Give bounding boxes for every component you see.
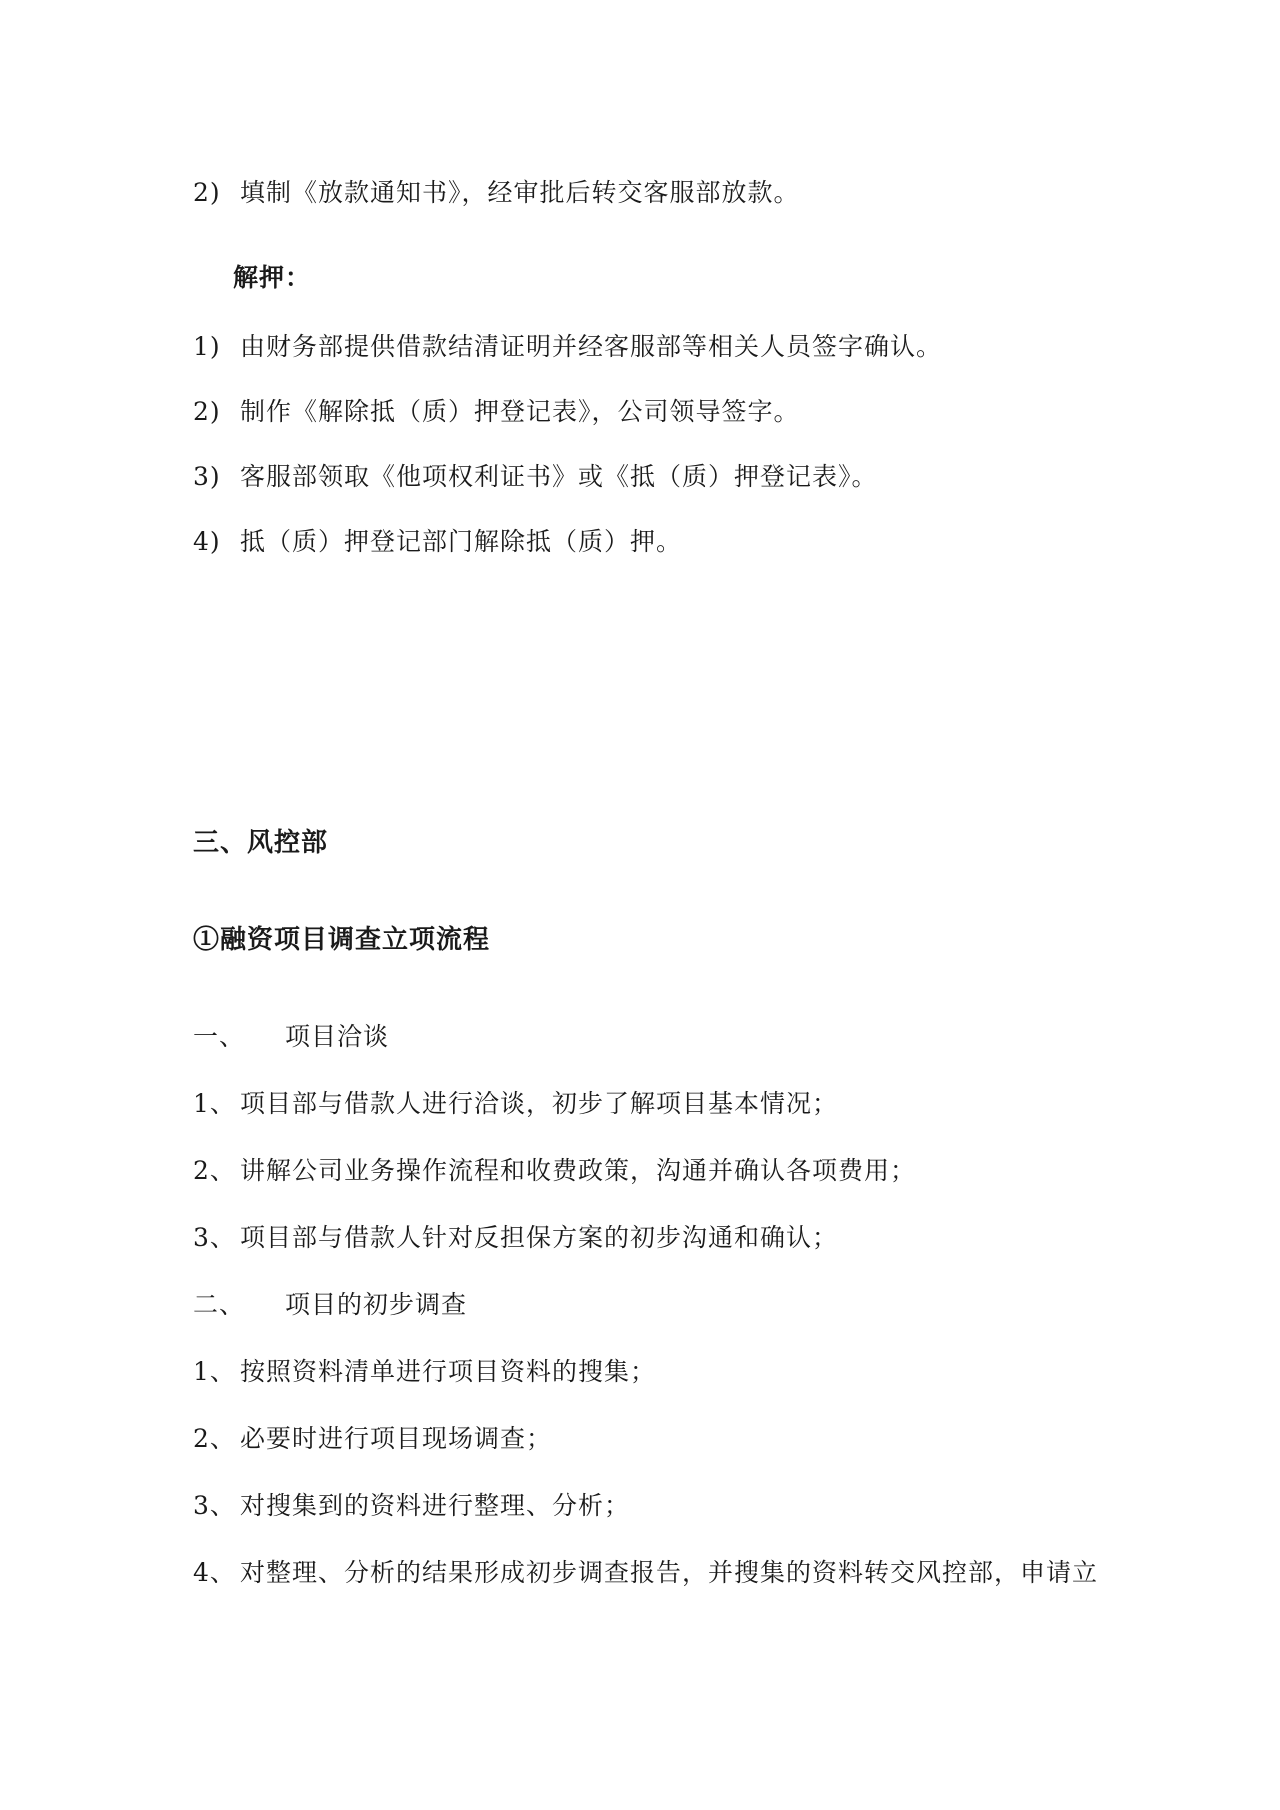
list-number: 4、 <box>193 1558 236 1587</box>
list-text: 必要时进行项目现场调查； <box>240 1424 553 1453</box>
list-number: 1、 <box>193 1089 236 1118</box>
part2-item-1 <box>193 1355 656 1389</box>
list-text: 对搜集到的资料进行整理、分析； <box>240 1491 631 1520</box>
list-text: 项目部与借款人针对反担保方案的初步沟通和确认； <box>240 1223 839 1252</box>
jieya-item-1 <box>193 330 942 364</box>
list-number: 3、 <box>193 1491 236 1520</box>
list-number: 2、 <box>193 1156 236 1185</box>
list-text: 讲解公司业务操作流程和收费政策，沟通并确认各项费用； <box>240 1156 917 1185</box>
part2-heading <box>193 1288 467 1322</box>
list-number: 4) <box>193 527 221 556</box>
jieya-item-3 <box>193 460 878 494</box>
list-text: 项目部与借款人进行洽谈，初步了解项目基本情况； <box>240 1089 839 1118</box>
part2-item-4 <box>193 1556 1098 1590</box>
section-subtitle: ①融资项目调查立项流程 <box>193 925 491 955</box>
jieya-heading: 解押： <box>233 263 312 292</box>
list-text: 客服部领取《他项权利证书》或《抵（质）押登记表》。 <box>240 462 878 491</box>
list-text: 制作《解除抵（质）押登记表》，公司领导签字。 <box>240 397 800 426</box>
list-number: 2) <box>193 178 221 207</box>
list-number: 2) <box>193 397 221 426</box>
part-number: 一、 <box>193 1022 246 1051</box>
list-number: 2、 <box>193 1424 236 1453</box>
list-number: 1) <box>193 332 221 361</box>
list-number: 3、 <box>193 1223 236 1252</box>
list-text: 按照资料清单进行项目资料的搜集； <box>240 1357 657 1386</box>
jieya-item-4 <box>193 525 682 559</box>
part2-item-2 <box>193 1422 552 1456</box>
list-text: 填制《放款通知书》，经审批后转交客服部放款。 <box>240 178 800 207</box>
part1-item-1 <box>193 1087 838 1121</box>
part1-item-2 <box>193 1154 916 1188</box>
section-title: 三、风控部 <box>193 828 329 858</box>
list-number: 1、 <box>193 1357 236 1386</box>
list-text: 对整理、分析的结果形成初步调查报告，并搜集的资料转交风控部，申请立 <box>240 1558 1099 1587</box>
list-number: 3) <box>193 462 221 491</box>
fangkuan-item-2 <box>193 176 800 210</box>
list-text: 由财务部提供借款结清证明并经客服部等相关人员签字确认。 <box>240 332 943 361</box>
part2-item-3 <box>193 1489 630 1523</box>
part1-heading <box>193 1020 389 1054</box>
part-title: 项目的初步调查 <box>285 1290 468 1319</box>
part-number: 二、 <box>193 1290 246 1319</box>
part-title: 项目洽谈 <box>285 1022 390 1051</box>
part1-item-3 <box>193 1221 838 1255</box>
jieya-item-2 <box>193 395 800 429</box>
list-text: 抵（质）押登记部门解除抵（质）押。 <box>240 527 683 556</box>
